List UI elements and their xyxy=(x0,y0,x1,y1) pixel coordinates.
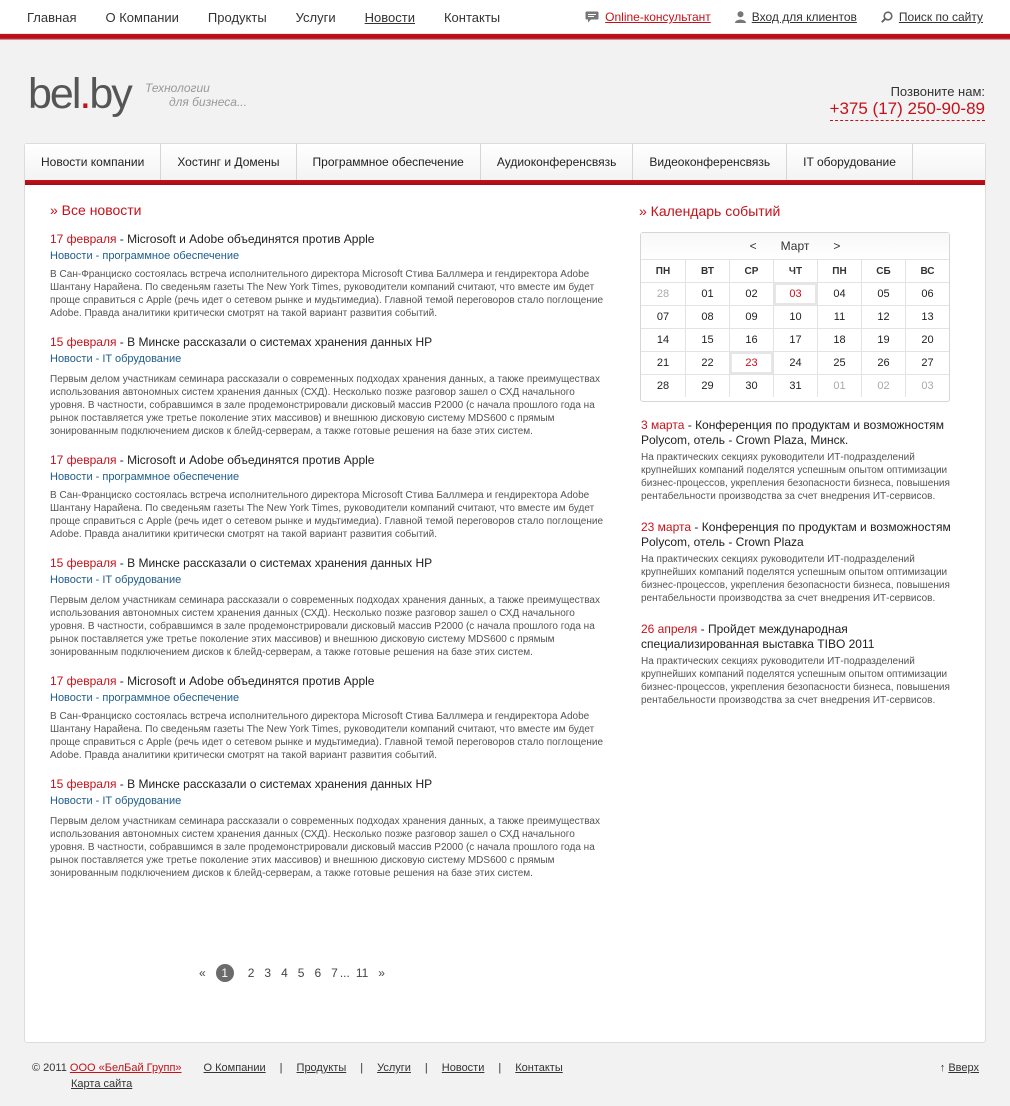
calendar-day[interactable]: 26 xyxy=(861,351,905,374)
online-consultant-link[interactable] xyxy=(585,10,711,24)
footer-copyright xyxy=(32,1062,182,1074)
calendar-grid xyxy=(641,259,949,397)
pagination xyxy=(199,964,395,982)
calendar-day[interactable]: 19 xyxy=(861,328,905,351)
footer-separator: | xyxy=(424,1062,428,1074)
event-item xyxy=(641,622,953,707)
calendar-day[interactable]: 13 xyxy=(905,305,949,328)
top-red-stripe xyxy=(0,34,1010,40)
news-title: В Минске рассказали о системах хранения данных HP xyxy=(127,556,433,570)
pager-prev-label: « xyxy=(199,966,206,980)
user-icon xyxy=(735,11,746,23)
top-nav-products[interactable]: Продукты xyxy=(207,10,267,25)
event-headline[interactable]: 23 марта - Конференция по продуктам и возможностям Polycom, отель - Crown Plaza xyxy=(641,520,951,549)
calendar-day[interactable]: 15 xyxy=(685,328,729,351)
calendar-day[interactable]: 22 xyxy=(685,351,729,374)
news-title: Microsoft и Adobe объединятся против Apple xyxy=(127,674,375,688)
news-date: 15 февраля xyxy=(50,556,117,570)
calendar-weekday: ВС xyxy=(905,259,949,282)
calendar-day[interactable]: 01 xyxy=(685,282,729,305)
calendar-prev-month[interactable]: < xyxy=(749,239,757,253)
calendar-day[interactable]: 02 xyxy=(861,374,905,397)
back-to-top xyxy=(940,1062,979,1074)
site-search-label: Поиск по сайту xyxy=(898,10,983,24)
calendar-day[interactable]: 06 xyxy=(905,282,949,305)
calendar-weekday: ПН xyxy=(817,259,861,282)
top-bar xyxy=(0,0,1010,34)
calendar-day[interactable]: 14 xyxy=(641,328,685,351)
calendar-day[interactable]: 11 xyxy=(817,305,861,328)
event-title: Пройдет международная специализированная выставка TIBO 2011 xyxy=(641,622,875,651)
pager-ellipsis: ... xyxy=(339,966,350,980)
footer-link-services[interactable]: Услуги xyxy=(377,1062,411,1074)
logo-part-bel: bel xyxy=(28,70,80,118)
top-nav-home[interactable]: Главная xyxy=(27,10,77,25)
pager-last-page[interactable] xyxy=(356,966,378,980)
pager-page-label: 2 xyxy=(247,966,255,980)
phone-number[interactable]: +375 (17) 250-90-89 xyxy=(830,99,985,121)
footer-link-products[interactable]: Продукты xyxy=(296,1062,347,1074)
news-category[interactable]: Новости - программное обеспечение xyxy=(50,250,240,262)
footer-separator: | xyxy=(498,1062,502,1074)
top-nav-about[interactable]: О Компании xyxy=(105,10,179,25)
news-item xyxy=(50,674,610,762)
pager-page[interactable] xyxy=(331,966,340,980)
client-login-link[interactable] xyxy=(735,10,857,24)
calendar-day[interactable]: 09 xyxy=(729,305,773,328)
slogan xyxy=(145,81,247,109)
calendar-day[interactable]: 07 xyxy=(641,305,685,328)
site-search-link[interactable] xyxy=(881,10,983,24)
calendar-header xyxy=(641,233,949,259)
news-date: 15 февраля xyxy=(50,335,117,349)
news-category[interactable]: Новости - программное обеспечение xyxy=(50,692,240,704)
event-title: Конференция по продуктам и возможностям Polycom, отель - Crown Plaza xyxy=(641,520,951,549)
pager-page-label: 7 xyxy=(331,966,338,980)
event-title: Конференция по продуктам и возможностям Polycom, отель - Crown Plaza, Минск. xyxy=(641,418,945,447)
footer-separator: | xyxy=(279,1062,283,1074)
calendar-month: Март xyxy=(780,239,810,253)
calendar-weekday: СБ xyxy=(861,259,905,282)
calendar-weekday: ЧТ xyxy=(773,259,817,282)
calendar-day[interactable]: 21 xyxy=(641,351,685,374)
news-category[interactable]: Новости - программное обеспечение xyxy=(50,471,240,483)
news-text: В Сан-Франциско состоялась встреча исполнительного директора Microsoft Стива Баллмера и гендиректора Adobe Шантану Нарайена. По сведеньям газеты The New York Times, руководители компаний считают, что вместе им будет проще справиться с Apple (речь идет о сетевом рынке и мудьтимедиа). Главной темой переговоров стало поглощение Adobe. Правда аналитики критически смотрят на такой вариант развития событий. xyxy=(50,269,604,319)
copyright-year: © 2011 xyxy=(32,1062,67,1074)
main-nav-red-stripe xyxy=(25,180,985,185)
event-date: 3 марта xyxy=(641,418,685,432)
footer-link-contacts[interactable]: Контакты xyxy=(515,1062,563,1074)
news-list xyxy=(50,232,610,895)
top-nav-contacts[interactable]: Контакты xyxy=(443,10,501,25)
calendar-day-event[interactable]: 03 xyxy=(773,282,817,305)
calendar-day[interactable]: 18 xyxy=(817,328,861,351)
news-date: 17 февраля xyxy=(50,453,117,467)
top-nav-services[interactable]: Услуги xyxy=(295,10,336,25)
news-text: Первым делом участникам семинара рассказали о современных подходах хранения данных, а также преимуществах использования автономных систем хранения данных (СХД). Несколько позже разговор зашел о СХД начального уровня. В частности, собравшимся в зале продемонстрировали дисковый массив P2000 (с начала прошлого года на рынок поставляется уже третье поколение этих массивов) и внешнюю дисковую систему MDS600 с прямым зонированным подключением дисков к блейд-серверам, а также готовые решения на базе этих систем. xyxy=(50,816,600,879)
slogan-line-1: Технологии xyxy=(145,81,210,95)
calendar-day-event[interactable]: 23 xyxy=(729,351,773,374)
news-title: В Минске рассказали о системах хранения данных HP xyxy=(127,335,433,349)
pager-prev[interactable] xyxy=(199,966,216,980)
pager-last-label: 11 xyxy=(355,966,369,980)
calendar-day[interactable]: 05 xyxy=(861,282,905,305)
main-panel xyxy=(24,143,986,1043)
online-consultant-label: Online-консультант xyxy=(605,10,711,24)
event-text: На практических секциях руководители ИТ-подразделений крупнейших компаний поделятся успешным опытом оптимизации бизнес-процессов, укрепления безопасности бизнеса, повышения рентабельности производства за счет внедрения ИТ-сервисов. xyxy=(641,452,950,502)
event-item xyxy=(641,418,953,503)
client-login-label: Вход для клиентов xyxy=(751,10,857,24)
calendar-day[interactable]: 24 xyxy=(773,351,817,374)
calendar-day[interactable]: 20 xyxy=(905,328,949,351)
calendar-day[interactable]: 10 xyxy=(773,305,817,328)
pager-next[interactable] xyxy=(378,966,395,980)
event-text: На практических секциях руководители ИТ-подразделений крупнейших компаний поделятся успешным опытом оптимизации бизнес-процессов, укрепления безопасности бизнеса, повышения рентабельности производства за счет внедрения ИТ-сервисов. xyxy=(641,554,950,604)
calendar-next-month[interactable]: > xyxy=(833,239,841,253)
calendar-day[interactable]: 04 xyxy=(817,282,861,305)
footer xyxy=(32,1062,563,1090)
news-date: 15 февраля xyxy=(50,777,117,791)
top-nav-news[interactable]: Новости xyxy=(364,10,415,25)
pager-page-label: 6 xyxy=(314,966,322,980)
news-item xyxy=(50,232,610,320)
calendar-day[interactable]: 28 xyxy=(641,282,685,305)
call-us-label: Позвоните нам: xyxy=(890,84,985,99)
calendar-weekday: СР xyxy=(729,259,773,282)
main-nav xyxy=(25,144,985,180)
calendar-day[interactable]: 17 xyxy=(773,328,817,351)
news-item xyxy=(50,453,610,541)
calendar-day[interactable]: 01 xyxy=(817,374,861,397)
news-headline[interactable]: 17 февраля - Microsoft и Adobe объединятся против Apple xyxy=(50,232,375,246)
main-nav-software[interactable]: Программное обеспечение xyxy=(297,144,481,180)
calendar-day[interactable]: 12 xyxy=(861,305,905,328)
calendar-day[interactable]: 16 xyxy=(729,328,773,351)
news-category[interactable]: Новости - IT обрудование xyxy=(50,353,182,365)
pager-current-page: 1 xyxy=(216,964,234,982)
calendar-day[interactable]: 27 xyxy=(905,351,949,374)
slogan-line-2: для бизнеса... xyxy=(169,95,247,109)
news-item xyxy=(50,777,610,880)
calendar-day[interactable]: 03 xyxy=(905,374,949,397)
event-date: 26 апреля xyxy=(641,622,698,636)
all-news-title[interactable]: » Все новости xyxy=(50,202,142,218)
logo-dot: . xyxy=(79,70,90,118)
news-text: В Сан-Франциско состоялась встреча исполнительного директора Microsoft Стива Баллмера и гендиректора Adobe Шантану Нарайена. По сведеньям газеты The New York Times, руководители компаний считают, что вместе им будет проще справиться с Apple (речь идет о сетевом рынке и мудьтимедиа). Главной темой переговоров стало поглощение Adobe. Правда аналитики критически смотрят на такой вариант развития событий. xyxy=(50,490,604,540)
event-headline[interactable]: 26 апреля - Пройдет международная специализированная выставка TIBO 2011 xyxy=(641,622,875,651)
calendar-day[interactable]: 30 xyxy=(729,374,773,397)
pager-page[interactable] xyxy=(281,966,298,980)
news-text: В Сан-Франциско состоялась встреча исполнительного директора Microsoft Стива Баллмера и гендиректора Adobe Шантану Нарайена. По сведеньям газеты The New York Times, руководители компаний считают, что вместе им будет проще справиться с Apple (речь идет о сетевом рынке и мудьтимедиа). Главной темой переговоров стало поглощение Adobe. Правда аналитики критически смотрят на такой вариант развития событий. xyxy=(50,711,604,761)
event-text: На практических секциях руководители ИТ-подразделений крупнейших компаний поделятся успешным опытом оптимизации бизнес-процессов, укрепления безопасности бизнеса, повышения рентабельности производства за счет внедрения ИТ-сервисов. xyxy=(641,656,950,706)
news-item xyxy=(50,556,610,659)
calendar-weekday: ВТ xyxy=(685,259,729,282)
events-list xyxy=(641,418,953,724)
pager-page-label: 4 xyxy=(281,966,288,980)
news-category[interactable]: Новости - IT обрудование xyxy=(50,574,182,586)
main-nav-videoconf[interactable]: Видеоконференсвязь xyxy=(633,144,787,180)
calendar-weekday: ПН xyxy=(641,259,685,282)
news-headline[interactable]: 15 февраля - В Минске рассказали о системах хранения данных HP xyxy=(50,556,433,570)
footer-link-news[interactable]: Новости xyxy=(441,1062,485,1074)
pager-page[interactable] xyxy=(264,966,281,980)
pager-page-label: 5 xyxy=(297,966,305,980)
news-category[interactable]: Новости - IT обрудование xyxy=(50,795,182,807)
event-item xyxy=(641,520,953,605)
footer-company-link[interactable]: ООО «БелБай Групп» xyxy=(69,1062,182,1074)
calendar-day[interactable]: 28 xyxy=(641,374,685,397)
news-date: 17 февраля xyxy=(50,674,117,688)
pager-page-label: 3 xyxy=(264,966,272,980)
news-item xyxy=(50,335,610,438)
main-nav-company-news[interactable]: Новости компании xyxy=(25,144,161,180)
search-icon xyxy=(881,11,893,23)
logo[interactable] xyxy=(28,70,131,119)
news-headline[interactable]: 15 февраля - В Минске рассказали о системах хранения данных HP xyxy=(50,335,433,349)
footer-separator: | xyxy=(360,1062,364,1074)
news-title: Microsoft и Adobe объединятся против Apple xyxy=(127,232,375,246)
main-nav-audioconf[interactable]: Аудиоконференсвязь xyxy=(481,144,634,180)
pager-next-label: » xyxy=(378,966,385,980)
pager-page[interactable] xyxy=(298,966,315,980)
calendar-day[interactable]: 02 xyxy=(729,282,773,305)
back-to-top-link[interactable]: Вверх xyxy=(948,1062,979,1074)
calendar-day[interactable]: 31 xyxy=(773,374,817,397)
news-title: В Минске рассказали о системах хранения данных HP xyxy=(127,777,433,791)
footer-sitemap-link[interactable]: Карта сайта xyxy=(71,1078,133,1090)
calendar-day[interactable]: 25 xyxy=(817,351,861,374)
chat-icon xyxy=(585,11,599,23)
events-calendar-title[interactable]: » Календарь событий xyxy=(639,203,781,219)
top-links xyxy=(561,10,983,24)
news-headline[interactable]: 15 февраля - В Минске рассказали о системах хранения данных HP xyxy=(50,777,433,791)
event-date: 23 марта xyxy=(641,520,692,534)
news-text: Первым делом участникам семинара рассказали о современных подходах хранения данных, а также преимуществах использования автономных систем хранения данных (СХД). Несколько позже разговор зашел о СХД начального уровня. В частности, собравшимся в зале продемонстрировали дисковый массив P2000 (с начала прошлого года на рынок поставляется уже третье поколение этих массивов) и внешнюю дисковую систему MDS600 с прямым зонированным подключением дисков к блейд-серверам, а также готовые решения на базе этих систем. xyxy=(50,374,600,437)
calendar-day[interactable]: 29 xyxy=(685,374,729,397)
calendar-day[interactable]: 08 xyxy=(685,305,729,328)
top-nav xyxy=(27,10,529,25)
up-arrow-icon: ↑ xyxy=(939,1062,946,1074)
news-title: Microsoft и Adobe объединятся против Apple xyxy=(127,453,375,467)
events-calendar xyxy=(640,232,950,402)
event-headline[interactable]: 3 марта - Конференция по продуктам и возможностям Polycom, отель - Crown Plaza, Минск. xyxy=(641,418,945,447)
footer-link-about[interactable]: О Компании xyxy=(203,1062,266,1074)
main-nav-it-hardware[interactable]: IT оборудование xyxy=(787,144,913,180)
news-text: Первым делом участникам семинара рассказали о современных подходах хранения данных, а также преимуществах использования автономных систем хранения данных (СХД). Несколько позже разговор зашел о СХД начального уровня. В частности, собравшимся в зале продемонстрировали дисковый массив P2000 (с начала прошлого года на рынок поставляется уже третье поколение этих массивов) и внешнюю дисковую систему MDS600 с прямым зонированным подключением дисков к блейд-серверам, а также готовые решения на базе этих систем. xyxy=(50,595,600,658)
news-date: 17 февраля xyxy=(50,232,117,246)
news-headline[interactable]: 17 февраля - Microsoft и Adobe объединятся против Apple xyxy=(50,453,375,467)
logo-part-by: by xyxy=(89,70,131,118)
pager-page[interactable] xyxy=(314,966,331,980)
news-headline[interactable]: 17 февраля - Microsoft и Adobe объединятся против Apple xyxy=(50,674,375,688)
main-nav-hosting[interactable]: Хостинг и Домены xyxy=(161,144,296,180)
pager-page[interactable] xyxy=(248,966,265,980)
